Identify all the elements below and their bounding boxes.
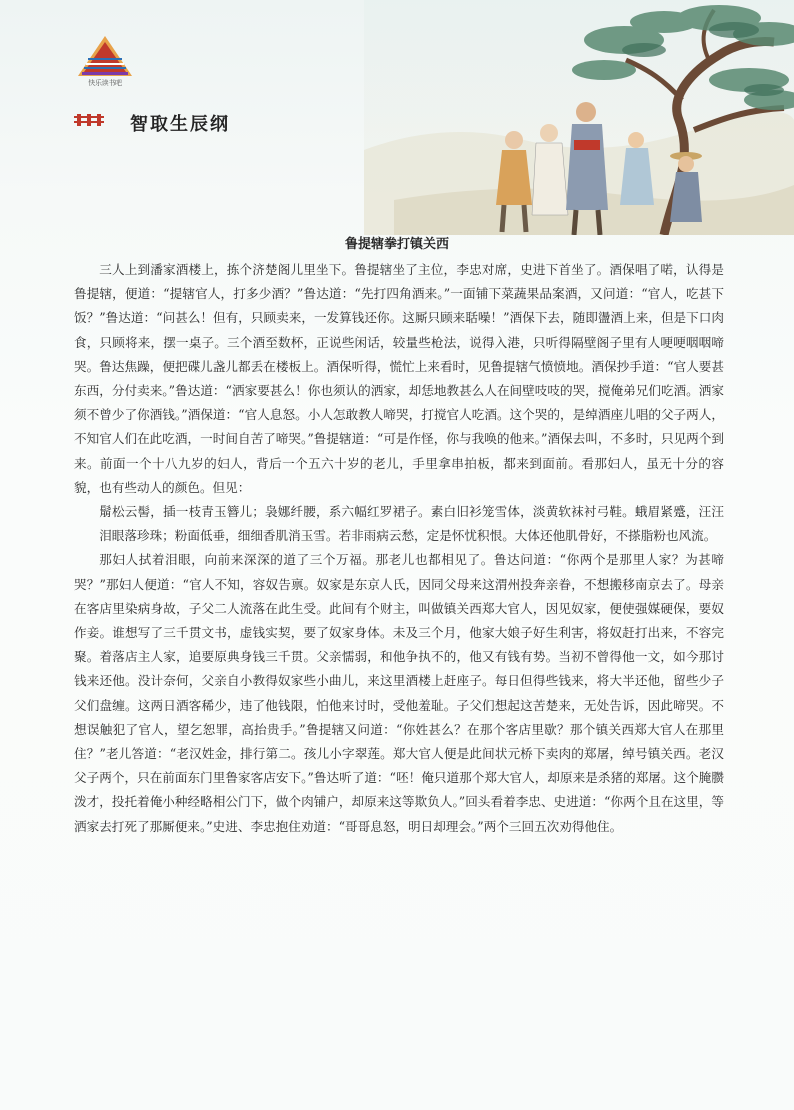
- story-body: [74, 258, 724, 839]
- logo-caption: 快乐读书吧: [88, 79, 122, 87]
- brand-logo: [74, 36, 136, 98]
- illustration: [364, 0, 794, 235]
- section-marker-icon: [74, 114, 104, 126]
- paragraph-1: 三人上到潘家酒楼上，拣个济楚阁儿里坐下。鲁提辖坐了主位，李忠对席，史进下首坐了。酒保唱了喏，认得是鲁提辖，便道：“提辖官人，打多少酒？”鲁达道：“先打四角酒来。”一面铺下菜蔬果品案酒，又问道：“官人，吃甚下饭？”鲁达道：“问甚么！但有，只顾卖来，一发算钱还你。这厮只顾来聒噪！”酒保下去，随即盪酒上来，但是下口肉食，只顾将来，摆一桌子。三个酒至数杯，正说些闲话，较量些枪法，说得入港，只听得隔壁阁子里有人哽哽咽咽啼哭。鲁达焦躁，便把碟儿盏儿都丢在楼板上。酒保听得，慌忙上来看时，见鲁提辖气愤愤地。酒保抄手道：“官人要甚东西，分付卖来。”鲁达道：“洒家要甚么！你也须认的洒家，却恁地教甚么人在间壁吱吱的哭，搅俺弟兄们吃酒。洒家须不曾少了你酒钱。”酒保道：“官人息怒。小人怎敢教人啼哭，打搅官人吃酒。这个哭的，是绰酒座儿唱的父子两人，不知官人们在此吃酒，一时间自苦了啼哭。”鲁提辖道：“可是作怪，你与我唤的他来。”酒保去叫，不多时，只见两个到来。前面一个十八九岁的妇人，背后一个五六十岁的老儿，手里拿串拍板，都来到面前。看那妇人，虽无十分的容貌，也有些动人的颜色。但见：: [74, 262, 724, 495]
- paragraph-2: 那妇人拭着泪眼，向前来深深的道了三个万福。那老儿也都相见了。鲁达问道：“你两个是那里人家？为甚啼哭？”那妇人便道：“官人不知，容奴告禀。奴家是东京人氏，因同父母来这渭州投奔亲眷，不想搬移南京去了。母亲在客店里染病身故，子父二人流落在此生受。此间有个财主，叫做镇关西郑大官人，因见奴家，便使强媒硬保，要奴作妾。谁想写了三千贯文书，虚钱实契，要了奴家身体。未及三个月，他家大娘子好生利害，将奴赶打出来，不容完聚。着落店主人家，追要原典身钱三千贯。父亲懦弱，和他争执不的，他又有钱有势。当初不曾得他一文，如今那讨钱来还他。没计奈何，父亲自小教得奴家些小曲儿，来这里酒楼上赶座子。每日但得些钱来，将大半还他，留些少子父们盘缠。这两日酒客稀少，违了他钱限，怕他来讨时，受他羞耻。子父们想起这苦楚来，无处告诉，因此啼哭。不想误触犯了官人，望乞恕罪，高抬贵手。”鲁提辖又问道：“你姓甚么？在那个客店里歇？那个镇关西郑大官人在那里住？”老儿答道：“老汉姓金，排行第二。孩儿小字翠莲。郑大官人便是此间状元桥下卖肉的郑屠，绰号镇关西。老汉父子两个，只在前面东门里鲁家客店安下。”鲁达听了道：“呸！俺只道那个郑大官人，却原来是杀猪的郑屠。这个腌臜泼才，投托着俺小种经略相公门下，做个肉铺户，却原来这等欺负人。”回头看着李忠、史进道：“你两个且在这里，等洒家去打死了那厮便来。”史进、李忠抱住劝道：“哥哥息怒，明日却理会。”两个三回五次劝得他住。: [74, 552, 724, 834]
- section-title: 智取生辰纲: [130, 114, 230, 135]
- verse: 鬅松云髻，插一枝青玉簪儿；袅娜纤腰，系六幅红罗裙子。素白旧衫笼雪体，淡黄软袜衬弓鞋。蛾眉紧蹙，汪汪泪眼落珍珠；粉面低垂，细细香肌消玉雪。若非雨病云愁，定是怀忧积恨。大体还他肌骨好，不搽脂粉也风流。: [99, 504, 724, 544]
- story-title: 鲁提辖拳打镇关西: [344, 237, 449, 252]
